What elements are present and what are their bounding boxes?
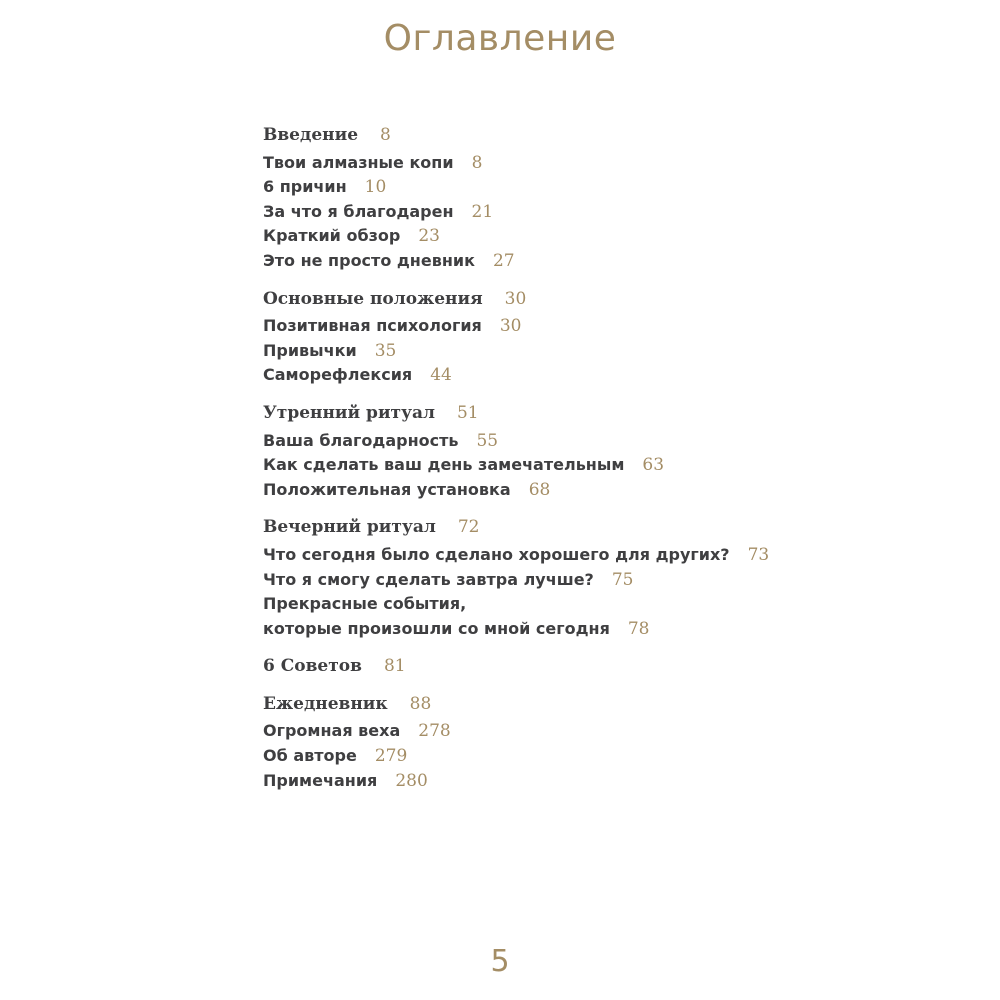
- entry-title: Что я смогу сделать завтра лучше?: [263, 569, 594, 589]
- page-title: Оглавление: [383, 18, 617, 59]
- entry-page-number: 280: [395, 770, 428, 791]
- entry-page-number: 73: [747, 544, 770, 565]
- entry-title: Твои алмазные копи: [263, 152, 454, 172]
- section-title: Введение: [263, 125, 359, 145]
- toc-section: [263, 288, 783, 388]
- entry-title: Позитивная психология: [263, 316, 482, 336]
- section-title: Основные положения: [263, 288, 483, 309]
- table-of-contents: [263, 124, 783, 807]
- toc-section: [263, 402, 783, 502]
- entry-title: Ваша благодарность: [263, 430, 459, 450]
- entry-title: которые произошли со мной сегодня: [263, 618, 610, 638]
- entry-page-number: 78: [627, 618, 650, 639]
- toc-section-heading: [263, 516, 783, 540]
- entry-page-number: 55: [476, 430, 499, 451]
- toc-entry: [263, 363, 783, 388]
- toc-section-heading: [263, 655, 783, 679]
- toc-entry: [263, 429, 783, 454]
- entry-title: Саморефлексия: [263, 365, 413, 385]
- toc-entry: [263, 769, 783, 794]
- section-page-number: 8: [380, 125, 391, 145]
- entry-page-number: 63: [642, 455, 665, 476]
- toc-section-heading: [263, 693, 783, 717]
- entry-title: Об авторе: [263, 746, 357, 766]
- entry-title: Привычки: [263, 340, 357, 360]
- toc-section-heading: [263, 288, 783, 312]
- page-number: 5: [490, 944, 510, 979]
- toc-entry: [263, 314, 783, 339]
- entry-page-number: 10: [364, 177, 387, 198]
- entry-page-number: 44: [430, 365, 452, 386]
- toc-entry: [263, 249, 783, 274]
- section-title: Вечерний ритуал: [263, 517, 436, 538]
- entry-page-number: 68: [528, 479, 551, 500]
- section-page-number: 81: [383, 656, 406, 677]
- entry-title: Как сделать ваш день замечательным: [263, 455, 625, 475]
- section-page-number: 30: [504, 288, 527, 309]
- toc-entry: [263, 543, 783, 568]
- section-page-number: 88: [409, 693, 432, 714]
- section-title: 6 Советов: [263, 656, 362, 677]
- toc-section: [263, 655, 783, 679]
- section-page-number: 72: [457, 517, 480, 538]
- section-title: Утренний ритуал: [263, 402, 435, 423]
- toc-section: [263, 516, 783, 641]
- entry-title: Примечания: [263, 770, 378, 790]
- toc-entry: [263, 592, 783, 617]
- toc-entry: [263, 568, 783, 593]
- toc-entry: [263, 339, 783, 364]
- entry-page-number: 23: [418, 226, 440, 247]
- toc-entry: [263, 453, 783, 478]
- section-page-number: 51: [456, 402, 479, 423]
- entry-title: Что сегодня было сделано хорошего для других?: [263, 544, 730, 564]
- toc-entry: [263, 719, 783, 744]
- entry-page-number: 30: [499, 316, 522, 337]
- entry-page-number: 35: [374, 340, 397, 361]
- entry-page-number: 278: [418, 721, 451, 742]
- toc-entry: [263, 200, 783, 225]
- section-title: Ежедневник: [263, 693, 388, 714]
- entry-page-number: 8: [471, 152, 483, 173]
- toc-section: [263, 693, 783, 793]
- toc-entry: [263, 478, 783, 503]
- toc-section: [263, 124, 783, 274]
- toc-entry: [263, 175, 783, 200]
- entry-title: Положительная установка: [263, 479, 511, 499]
- entry-title: Это не просто дневник: [263, 250, 475, 270]
- entry-page-number: 27: [492, 250, 515, 271]
- entry-title: Огромная веха: [263, 721, 401, 741]
- entry-title: 6 причин: [263, 177, 347, 197]
- entry-page-number: 279: [374, 746, 408, 767]
- toc-section-heading: [263, 124, 783, 148]
- toc-entry: [263, 151, 783, 176]
- toc-section-heading: [263, 402, 783, 426]
- toc-entry: [263, 744, 783, 769]
- entry-page-number: 21: [471, 201, 494, 222]
- entry-title: Краткий обзор: [263, 226, 401, 246]
- toc-entry: [263, 224, 783, 249]
- entry-title: За что я благодарен: [263, 201, 454, 221]
- entry-page-number: 75: [611, 569, 634, 590]
- entry-title: Прекрасные события,: [263, 594, 467, 614]
- toc-entry: [263, 617, 783, 642]
